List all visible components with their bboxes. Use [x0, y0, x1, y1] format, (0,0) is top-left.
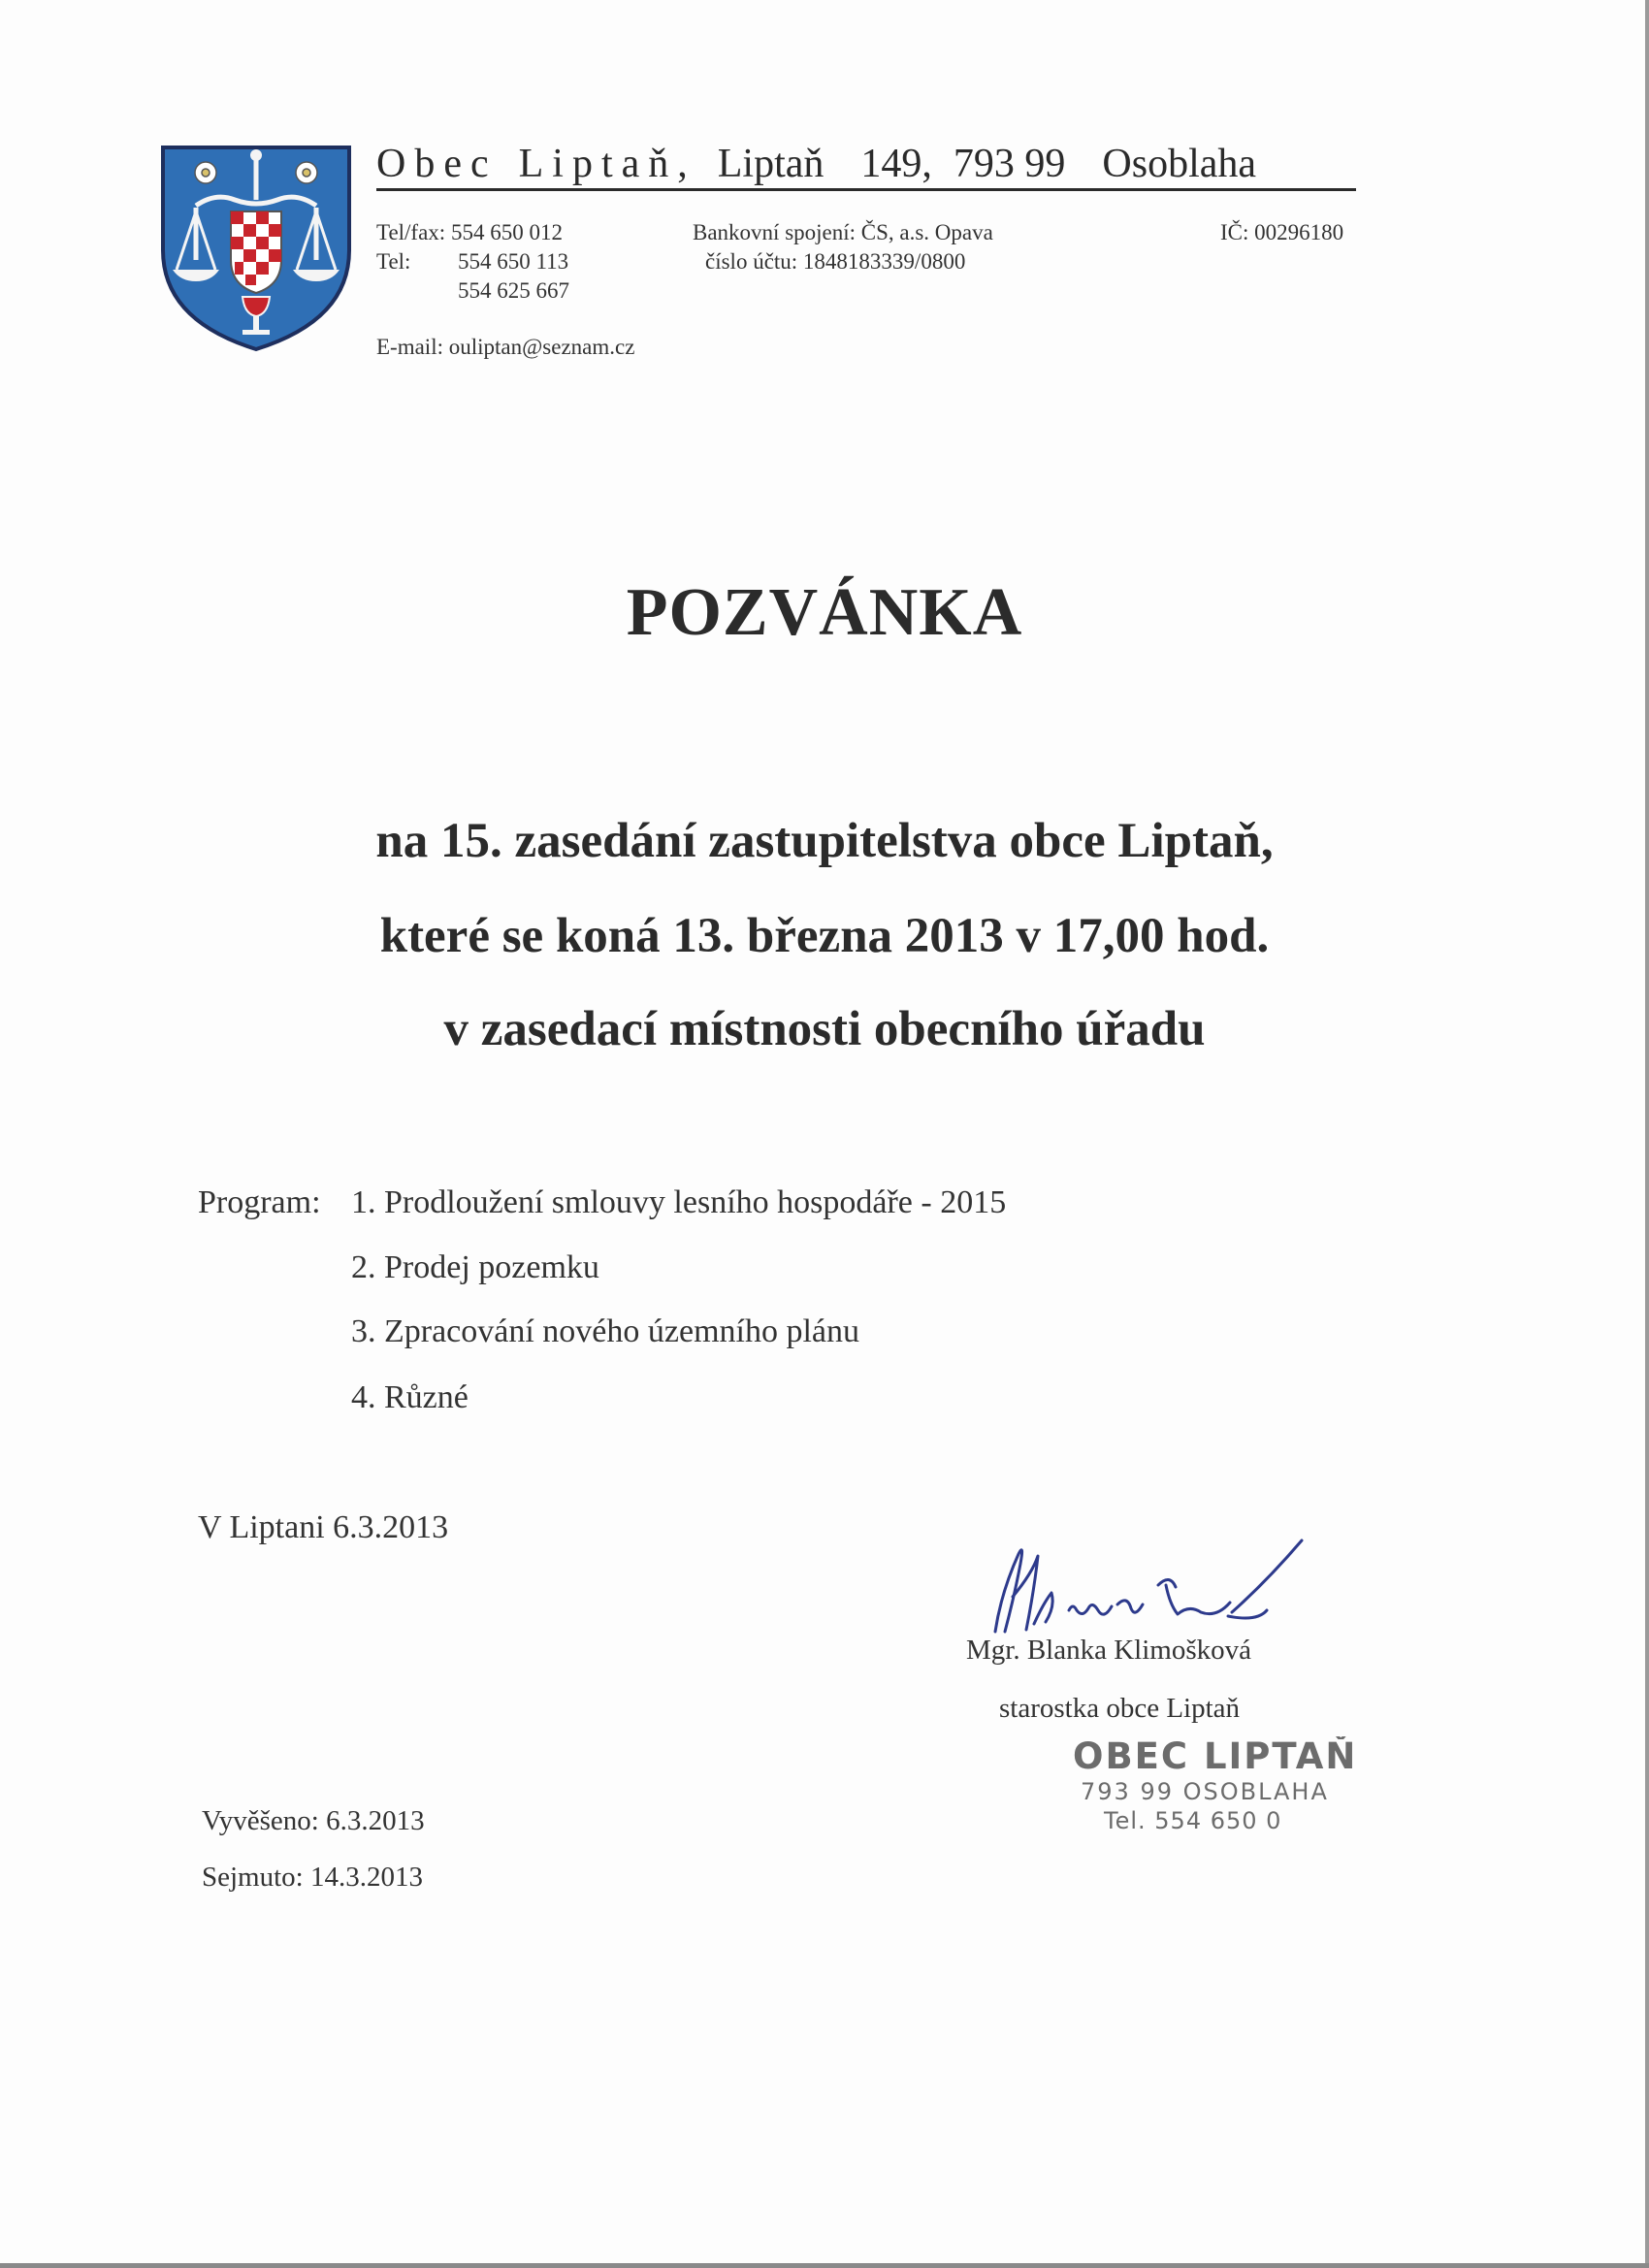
program-item-1: 1. Prodloužení smlouvy lesního hospodáře - 2015 [351, 1184, 1007, 1220]
posted-date: Vyvěšeno: 6.3.2013 [202, 1805, 425, 1836]
program-item-3: 3. Zpracování nového územního plánu [351, 1313, 860, 1349]
removed-date: Sejmuto: 14.3.2013 [202, 1862, 423, 1893]
letterhead-tel-label: Tel: [376, 249, 411, 274]
coat-of-arms-icon [157, 144, 355, 353]
document-heading: POZVÁNKA [626, 575, 1023, 650]
letterhead-obec: Obec [376, 142, 498, 186]
letterhead-tel1: 554 650 113 [458, 249, 569, 274]
signatory-role: starostka obce Liptaň [999, 1693, 1241, 1724]
letterhead-telfax: Tel/fax: 554 650 012 [376, 220, 563, 244]
letterhead-zip: 793 99 [953, 142, 1066, 186]
stamp-line-3: Tel. 554 650 0 [1104, 1807, 1282, 1834]
signatory-name: Mgr. Blanka Klimošková [966, 1635, 1252, 1666]
invitation-line-2: které se koná 13. března 2013 v 17,00 hod. [379, 909, 1270, 963]
program-label: Program: [198, 1184, 321, 1220]
official-stamp [1073, 1736, 1364, 1843]
invitation-line-3: v zasedací místnosti obecního úřadu [443, 1002, 1206, 1056]
handwritten-signature [976, 1535, 1325, 1641]
letterhead-number: 149, [860, 142, 932, 186]
stamp-line-2: 793 99 OSOBLAHA [1081, 1778, 1329, 1805]
scan-edge-right [1645, 0, 1649, 2268]
letterhead-bank: Bankovní spojení: ČS, a.s. Opava [693, 220, 993, 244]
scan-edge-bottom [0, 2263, 1649, 2268]
program-item-4: 4. Různé [351, 1379, 469, 1415]
letterhead-liptan-address: Liptaň [717, 142, 824, 186]
letterhead-tel2: 554 625 667 [458, 278, 569, 303]
letterhead-email: E-mail: ouliptan@seznam.cz [376, 335, 635, 359]
stamp-line-1: OBEC LIPTAŇ [1073, 1736, 1358, 1777]
program-item-2: 2. Prodej pozemku [351, 1249, 599, 1285]
letterhead-ic: IČ: 00296180 [1220, 220, 1344, 244]
letterhead-title [376, 142, 1356, 191]
invitation-line-1: na 15. zasedání zastupitelstva obce Liptaň, [375, 814, 1274, 868]
letterhead-account: číslo účtu: 1848183339/0800 [705, 249, 966, 274]
letterhead-town: Osoblaha [1102, 142, 1257, 186]
place-date: V Liptani 6.3.2013 [198, 1509, 449, 1545]
letterhead-liptan: Liptaň, [518, 142, 696, 186]
